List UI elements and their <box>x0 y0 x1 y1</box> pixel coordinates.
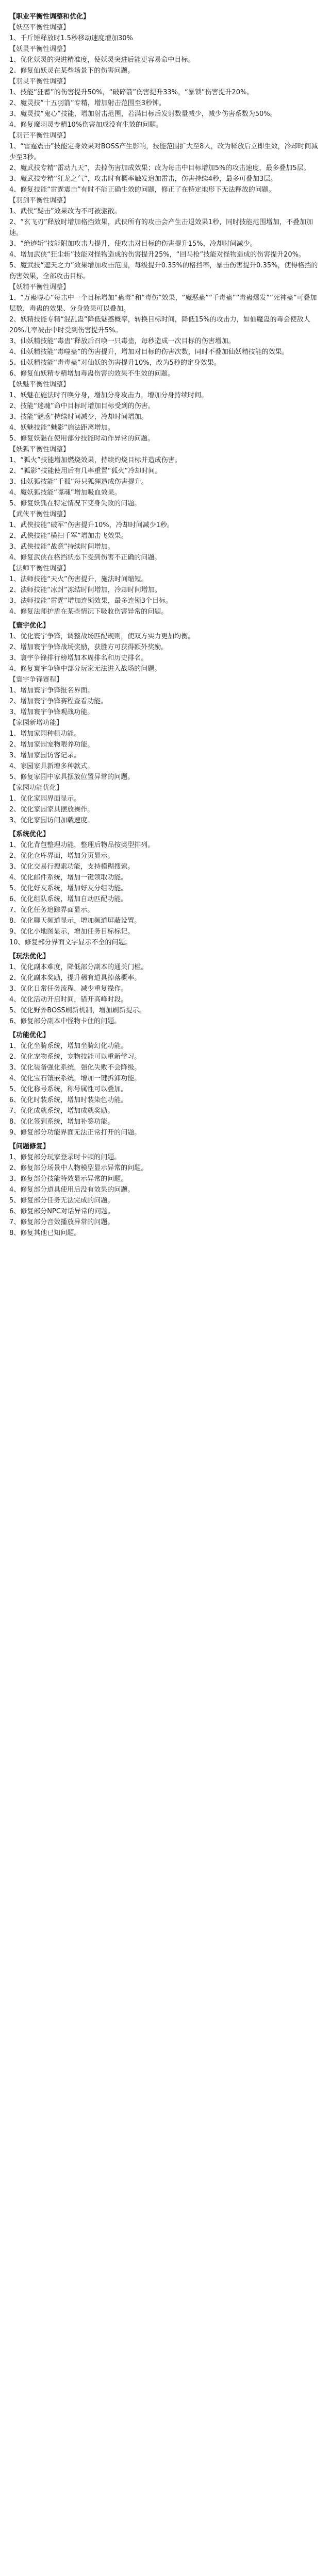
note-line: 5、优化好友系统，增加好友分组功能。 <box>9 885 128 892</box>
note-line: 3、增加寰宇争锋观战功能。 <box>9 708 94 716</box>
note-line: 7、优化成就系统，增加成就奖励。 <box>9 1107 114 1115</box>
note-line: 4、仙妖精技能“毒噬蛊”的伤害提升，增加对目标的伤害次数，同时不叠加仙妖精技能的效果。 <box>9 348 289 356</box>
note-line: 1、妖魅在施法时召唤分身，增加分身攻击力，增加分身持续时间。 <box>9 392 208 399</box>
note-line: 1、增加寰宇争锋报名界面。 <box>9 687 94 694</box>
section-heading: 【玩法优化】 <box>9 953 50 960</box>
note-line: 4、修复法师护盾在某些情况下吸收伤害异常的问题。 <box>9 608 168 616</box>
note-line: 2、增加寰宇争锋赛程查看功能。 <box>9 698 108 705</box>
subsection-heading: 【家园功能优化】 <box>9 784 63 792</box>
note-line: 5、优化野外BOSS刷新机制，增加刷新提示。 <box>9 1007 146 1014</box>
section-heading: 【功能优化】 <box>9 1031 50 1039</box>
note-line: 4、优化宝石镶嵌系统，增加一键拆卸功能。 <box>9 1075 141 1082</box>
note-line: 1、“万蛊噬心”每击中一个目标增加“蛊毒”和“毒伤”效果，“魔恶蛊”“千毒蛊”“毒蛊爆发”“死神蛊”可叠加层数，毒蛊的效果、分身效果可以叠加。 <box>9 294 317 313</box>
note-line: 4、魔妖狐技能“噬魂”增加吸血效果。 <box>9 489 121 497</box>
note-line: 6、修复仙妖精专精增加毒蛊伤害的效果不生效的问题。 <box>9 370 175 378</box>
note-line: 4、优化邮件系统，增加一键领取功能。 <box>9 874 128 882</box>
note-line: 3、魔灵技“鬼心”技能，增加射击范围，若满目标后发射数量减少，减少伤害系数为50%。 <box>9 110 277 118</box>
note-line: 1、千斤锤释放时1.5秒移动速度增加30% <box>9 35 133 42</box>
note-line: 2、魔灵技“十五羽箭”专精，增加射击范围至3秒钟。 <box>9 99 166 107</box>
note-line: 4、修复部分道具使用后没有效果的问题。 <box>9 1186 135 1194</box>
note-line: 1、“狐火”技能增加燃烧效果，持续灼烧目标并造成伤害。 <box>9 456 182 464</box>
note-line: 3、寰宇争锋排行榜增加本周排名和历史排名。 <box>9 654 148 662</box>
patch-notes-document <box>0 0 330 1244</box>
note-line: 1、优化家园界面显示。 <box>9 795 81 803</box>
note-line: 2、优化宠物系统，宠物技能可以重新学习。 <box>9 1053 141 1061</box>
note-line: 8、优化聊天频道显示，增加频道屏蔽设置。 <box>9 917 141 925</box>
note-line: 3、优化交易行搜索功能，支持模糊搜索。 <box>9 863 135 871</box>
note-line: 2、修复部分场景中人物模型显示异常的问题。 <box>9 1164 148 1172</box>
note-line: 2、法师技能“冰封”冻结时间增加，冷却时间增加。 <box>9 586 161 594</box>
section-heading: 【寰宇优化】 <box>9 622 50 630</box>
note-line: 5、仙妖精技能“毒毒蛊”对仙妖的伤害提升10%，改为5秒的定身效果。 <box>9 359 221 367</box>
note-line: 3、修复部分技能特效显示异常的问题。 <box>9 1175 128 1183</box>
note-line: 6、修复部分NPC对话异常的问题。 <box>9 1208 114 1215</box>
note-line: 2、增加寰宇争锋战场奖励，获胜方可获得额外奖励。 <box>9 643 168 651</box>
note-line: 2、“狐影”技能使用后有几率重置“狐火”冷却时间。 <box>9 467 162 475</box>
note-line: 4、修复魔羽灵专精10%伤害加成没有生效的问题。 <box>9 121 163 129</box>
note-line: 3、仙妖狐技能“千狐”每只狐狸造成伤害提升。 <box>9 478 148 486</box>
note-line: 2、优化家园家具摆放操作。 <box>9 806 94 814</box>
note-line: 7、优化任务追踪界面显示。 <box>9 906 94 914</box>
note-line: 5、修复妖魅在使用部分技能时动作异常的问题。 <box>9 435 155 443</box>
note-line: 2、魔武技专精“雷动九天”，去掉伤害加成效果；改为每击中目标增加5%的攻击速度，最多叠加5层。 <box>9 164 310 172</box>
note-line: 1、优化坐骑系统，增加坐骑幻化功能。 <box>9 1042 128 1050</box>
note-line: 10、修复部分界面文字显示不全的问题。 <box>9 939 132 946</box>
note-line: 5、魔武技“遮天之力”效果增加攻击范围，每级提升0.35%的格挡率，暴击伤害提升0.35%，使得格挡的伤害效果，全部攻击目标。 <box>9 262 318 280</box>
note-line: 3、法师技能“雷霆”增加连锁效果，最多连锁3个目标。 <box>9 597 173 605</box>
subsection-heading: 【羽剑平衡性调整】 <box>9 197 70 205</box>
note-line: 7、修复部分音效播放异常的问题。 <box>9 1218 114 1226</box>
note-line: 4、家园家具新增多种款式。 <box>9 762 94 770</box>
subsection-heading: 【法师平衡性调整】 <box>9 565 70 572</box>
note-line: 1、修复部分玩家登录时卡顿的问题。 <box>9 1154 121 1161</box>
note-line: 4、妖魅技能“魅影”施法距离增加。 <box>9 424 114 432</box>
subsection-heading: 【家园新增功能】 <box>9 719 63 727</box>
subsection-heading: 【妖狐平衡性调整】 <box>9 446 70 453</box>
note-line: 9、优化小地图显示，增加任务目标标记。 <box>9 928 135 936</box>
note-line: 3、优化家园访问加载速度。 <box>9 817 94 824</box>
note-line: 4、修复武侠在格挡状态下受到伤害不正确的问题。 <box>9 554 161 562</box>
note-line: 1、增加家园种植功能。 <box>9 730 81 738</box>
note-line: 8、优化签到系统，增加补签功能。 <box>9 1118 114 1126</box>
note-line: 1、优化寰宇争锋，调整战场匹配规则，使双方实力更加均衡。 <box>9 633 195 640</box>
note-line: 3、技能“魅惑”持续时间减少，冷却时间增加。 <box>9 413 148 421</box>
note-line: 2、优化副本奖励，提升稀有道具掉落概率。 <box>9 974 141 982</box>
note-line: 4、增加武侠“狂尘斩”技能对怪物造成的伤害提升25%，“回马枪”技能对怪物造成的伤害提升20%。 <box>9 251 306 259</box>
note-line: 3、仙妖精技能“毒蛊”释放后召唤一只毒蛊，每秒造成一次目标的伤害增加。 <box>9 337 235 345</box>
note-line: 4、优化活动开启时间，错开高峰时段。 <box>9 996 128 1004</box>
note-line: 3、武侠技能“战意”持续时间增加。 <box>9 543 114 551</box>
note-line: 5、修复部分任务无法完成的问题。 <box>9 1197 114 1205</box>
note-line: 2、技能“迷魂”命中目标时增加目标受到的伤害。 <box>9 402 155 410</box>
subsection-heading: 【羽灵平衡性调整】 <box>9 78 70 86</box>
note-line: 6、修复部分副本中怪物卡住的问题。 <box>9 1018 121 1025</box>
note-line: 2、“玄飞刃”释放时增加格挡效果，武侠所有的攻击会产生击退效果1秒，同时技能范围增加，不叠加加速。 <box>9 218 314 237</box>
subsection-heading: 【武侠平衡性调整】 <box>9 511 70 518</box>
subsection-heading: 【妖精平衡性调整】 <box>9 283 70 291</box>
subsection-heading: 【妖魅平衡性调整】 <box>9 381 70 388</box>
note-line: 6、优化组队系统，增加自动匹配功能。 <box>9 895 128 903</box>
note-line: 1、优化妖灵的突进精准度，使妖灵突进后能更容易命中目标。 <box>9 56 195 64</box>
subsection-heading: 【寰宇争锋赛程】 <box>9 676 63 684</box>
note-line: 2、武侠技能“横扫千军”增加击飞效果。 <box>9 532 128 540</box>
note-line: 2、优化仓库界面，增加分页显示。 <box>9 852 114 860</box>
note-line: 1、武侠技能“破军”伤害提升10%，冷却时间减少1秒。 <box>9 521 174 529</box>
note-line: 3、“绝迹斩”技能附加攻击力提升，使攻击对目标的伤害提升15%，冷却时间减少。 <box>9 240 257 248</box>
note-line: 1、武侠“疑击”效果改为不可被驱散。 <box>9 208 121 215</box>
note-line: 5、修复妖狐在特定情况下变身失败的问题。 <box>9 500 141 507</box>
section-heading: 【问题修复】 <box>9 1143 50 1150</box>
note-line: 4、修复技能“雷霆震击”有时不能正确生效的问题，修正了在特定地形下无法释放的问题。 <box>9 186 275 194</box>
note-line: 8、修复其他已知问题。 <box>9 1229 81 1237</box>
note-line: 1、技能“狂蓄”的伤害提升50%，“破碎箭”伤害提升33%，“暴锁”伤害提升20%。 <box>9 89 254 96</box>
subsection-heading: 【妖巫平衡性调整】 <box>9 24 70 31</box>
note-line: 2、修复仙妖灵在某些场景下的伤害问题。 <box>9 67 135 75</box>
note-line: 3、增加家园访客记录。 <box>9 752 81 759</box>
note-line: 9、修复部分功能界面无法正常打开的问题。 <box>9 1129 141 1137</box>
note-line: 2、妖精技能专精“混乱蛊”降低魅惑概率，转换目标时间，降低15%的攻击力，如仙魔蛊的毒会使敌人20%几率被击中时受到伤害提升5%。 <box>9 316 310 334</box>
note-line: 1、“雷霆震击”技能定身效果对BOSS产生影响，技能范围扩大至8人，改为释放后立即生效，冷却时间减少至3秒。 <box>9 143 318 161</box>
section-heading: 【系统优化】 <box>9 831 50 838</box>
subsection-heading: 【羽芒平衡性调整】 <box>9 132 70 140</box>
note-line: 4、修复寰宇争锋中部分玩家无法进入战场的问题。 <box>9 665 161 673</box>
note-line: 1、优化背包整理功能，整理后物品按类型排列。 <box>9 841 155 849</box>
note-line: 3、魔武技专精“狂龙之气”，攻击时有概率触发追加雷击，伤害持续4秒，最多可叠加3层。 <box>9 175 277 183</box>
note-line: 5、修复家园中家具摆放位置异常的问题。 <box>9 773 135 781</box>
note-line: 1、法师技能“天火”伤害提升，施法时间缩短。 <box>9 575 148 583</box>
note-line: 3、优化日常任务流程，减少重复操作。 <box>9 985 128 993</box>
note-line: 5、优化称号系统，称号属性可以叠加。 <box>9 1086 128 1093</box>
note-line: 2、增加家园宠物喂养功能。 <box>9 741 94 749</box>
note-line: 6、优化时装系统，增加时装染色功能。 <box>9 1096 128 1104</box>
section-heading: 【职业平衡性调整和优化】 <box>9 13 90 21</box>
note-line: 1、优化副本难度，降低部分副本的通关门槛。 <box>9 963 148 971</box>
note-line: 3、优化装备强化系统，强化失败不会降级。 <box>9 1064 141 1072</box>
subsection-heading: 【妖灵平衡性调整】 <box>9 45 70 53</box>
